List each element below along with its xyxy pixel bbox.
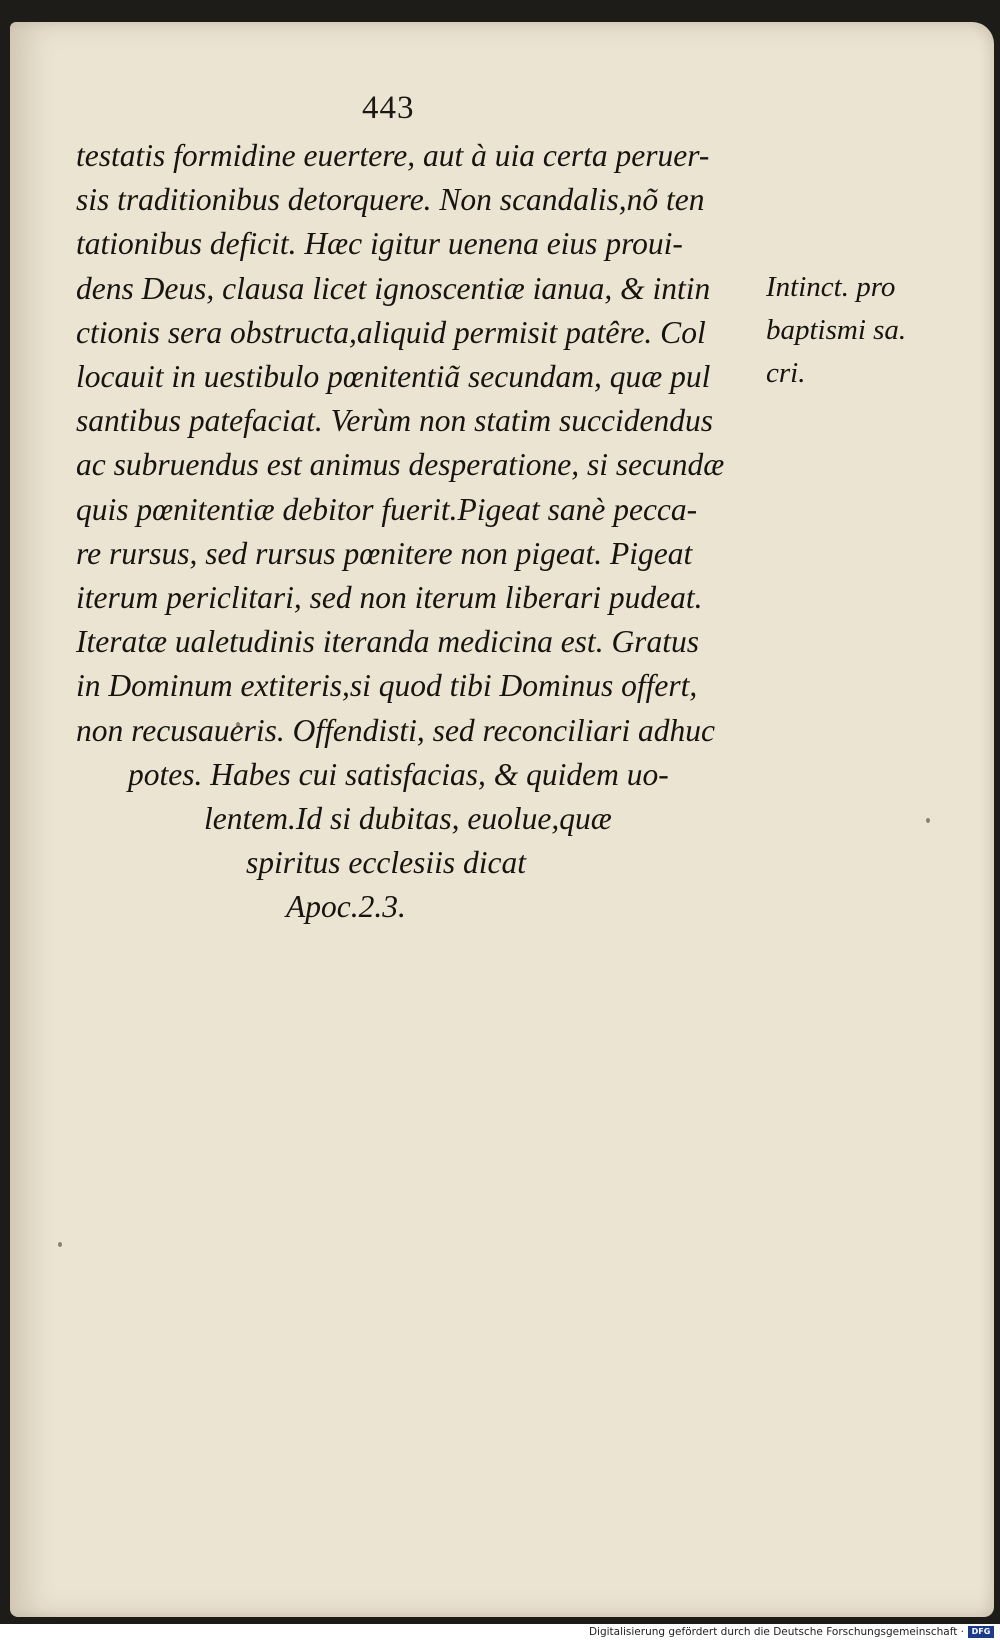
text-line: in Dominum extiteris,si quod tibi Dominus offert, — [76, 668, 698, 704]
marginal-note-line: cri. — [766, 357, 806, 389]
text-line: ctionis sera obstructa,aliquid permisit patêre. Col — [76, 314, 706, 350]
text-line: testatis formidine euertere, aut à uia certa peruer- — [76, 138, 710, 173]
text-line: ac subruendus est animus desperatione, si secundæ — [76, 447, 725, 483]
text-line: re rursus, sed rursus pœnitere non pigeat. Pigeat — [76, 535, 693, 571]
text-line: Iteratæ ualetudinis iteranda medicina est. Gratus — [76, 624, 699, 660]
text-line: lentem.Id si dubitas, euolue,quæ — [204, 801, 612, 837]
marginal-note — [766, 266, 926, 395]
paper-speck — [58, 1242, 62, 1247]
marginal-note-line: Intinct. pro — [766, 271, 896, 303]
body-text — [76, 134, 756, 930]
text-line: iterum periclitari, sed non iterum liberari pudeat. — [76, 580, 703, 616]
text-line: non recusaueris. Offendisti, sed reconciliari adhuc — [76, 712, 715, 748]
page-number: 443 — [362, 90, 415, 126]
text-line: potes. Habes cui satisfacias, & quidem uo- — [128, 756, 669, 792]
text-line: sis traditionibus detorquere. Non scandalis,nõ ten — [76, 182, 705, 218]
text-line: spiritus ecclesiis dicat — [246, 845, 526, 881]
text-line: quis pœnitentiæ debitor fuerit.Pigeat sanè pecca- — [76, 491, 698, 527]
text-line: Apoc.2.3. — [286, 889, 406, 925]
dfg-logo: DFG — [968, 1626, 994, 1638]
marginal-note-line: baptismi sa. — [766, 314, 907, 346]
text-line: locauit in uestibulo pœnitentiã secundam, quæ pul — [76, 359, 711, 395]
paper-speck — [926, 818, 930, 823]
funding-credit: Digitalisierung gefördert durch die Deutsche Forschungsgemeinschaft · — [588, 1626, 964, 1638]
text-line: tationibus deficit. Hæc igitur uenena eius proui- — [76, 226, 683, 262]
text-line: santibus patefaciat. Verùm non statim succidendus — [76, 403, 713, 439]
text-line: dens Deus, clausa licet ignoscentiæ ianua, & intin — [76, 270, 711, 306]
